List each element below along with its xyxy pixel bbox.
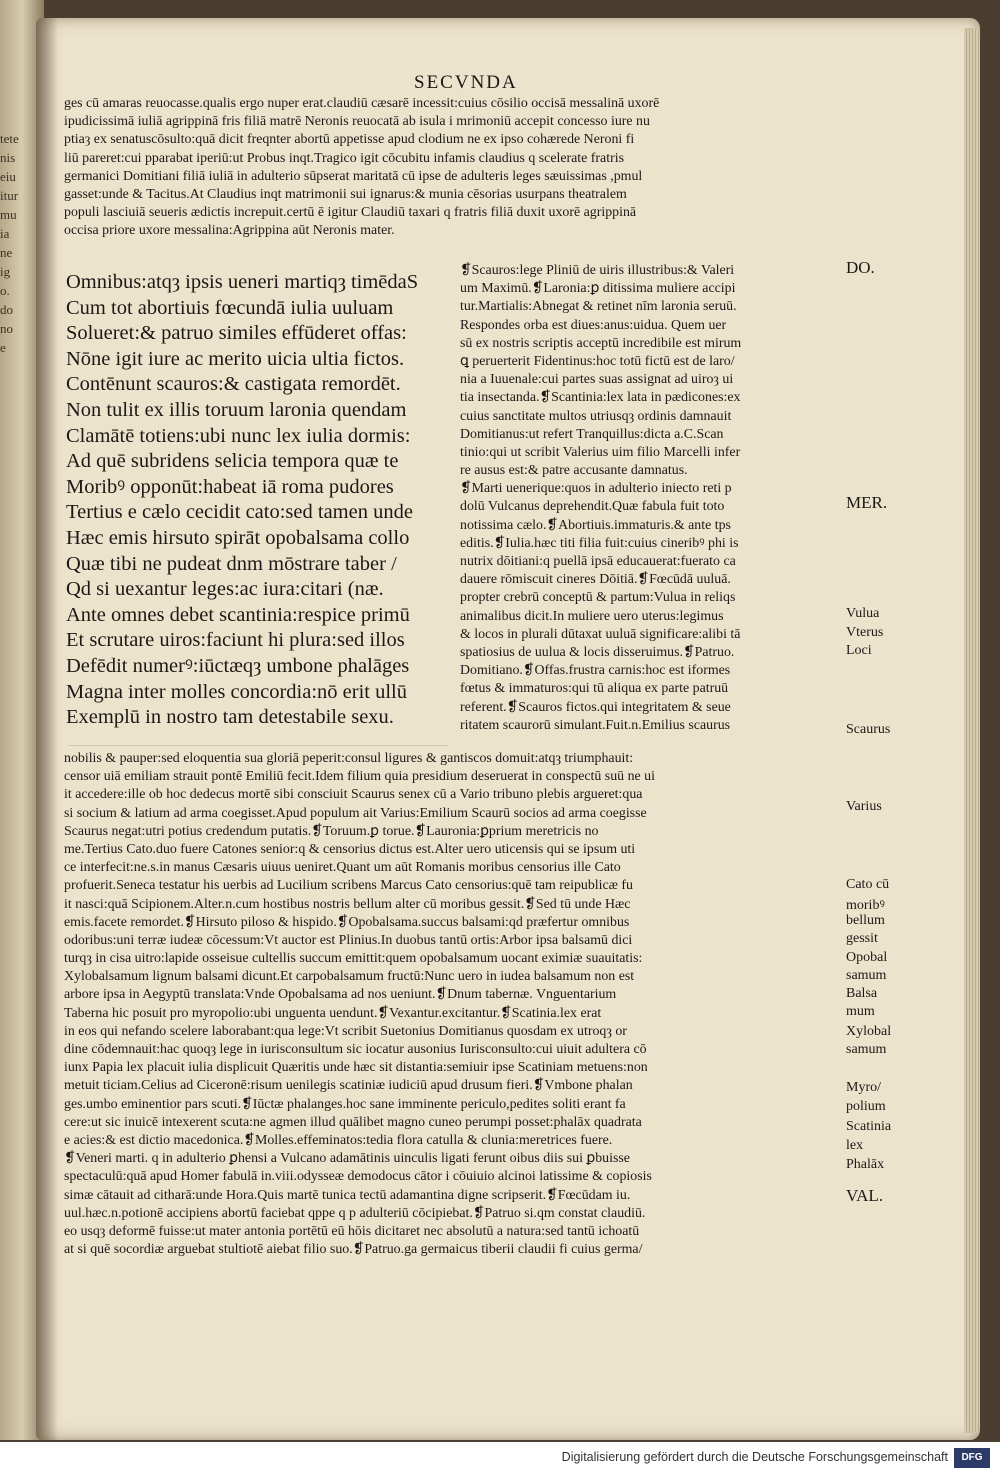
- edge-fragment: eiu: [0, 169, 16, 184]
- edge-fragment: do: [0, 302, 13, 317]
- poem-line: Moribꝰ opponūt:habeat iā roma pudores: [66, 475, 394, 498]
- margin-note: Xylobal: [846, 1024, 892, 1039]
- text-line: e acies:& est dictio macedonica.❡Molles.effeminatos:tedia flora catulla & clunia:meretrices fuere.: [64, 1132, 613, 1148]
- text-line: um Maximū.❡Laronia:ꝑ ditissima muliere accipi: [460, 281, 736, 297]
- edge-fragment: tete: [0, 131, 19, 146]
- text-line: nia a Iuuenale:cui partes suas assignat ad uiroȝ ui: [460, 372, 734, 388]
- text-line: spectaculū:quā apud Homer fabulā in.viii.odysseæ demodocus cātor i cōuiuio alcinoi latissime & copiosis: [64, 1169, 652, 1185]
- text-line: profuerit.Seneca testatur his uerbis ad Lucilium scribens Marcus Cato censorius:quē tam reipublicæ fu: [64, 878, 633, 894]
- margin-note: Scatinia: [846, 1119, 892, 1134]
- text-line: me.Tertius Cato.duo fuere Catones senior:q & censorius dictus est.Alter uero uticensis qui se ipsum uti: [64, 841, 636, 857]
- margin-note: moribꝰ: [846, 898, 885, 913]
- text-line: propter crebrū conceptū & partum:Vulua in reliqs: [460, 590, 736, 606]
- text-line: editis.❡Iulia.hæc titi filia fuit:cuius cineribꝰ phi is: [460, 535, 739, 551]
- text-line: dine cōdemnauit:hac quoqȝ lege in iurisconsultum sic iocatur ausonius Iurisconsulto:cui uiuit adultera cō: [64, 1042, 647, 1057]
- edge-fragment: ia: [0, 226, 10, 241]
- text-line: re ausus est:& patre accusante damnatus.: [460, 463, 688, 479]
- margin-note: Loci: [846, 643, 872, 658]
- text-line: spatiosius de uulua & locis disseruimus.❡Patruo.: [460, 644, 735, 660]
- text-line: occisa priore uxore messalina:Agrippina aūt Neronis mater.: [64, 223, 395, 239]
- text-line: fœtus & immaturos:qui tū aliqua ex parte patruū: [460, 681, 729, 697]
- text-line: populi lasciuiā seueris ædictis increpuit.certū ē igitur Claudiū taxari q fratris filiā duxit uxorē agrippinā: [64, 205, 637, 221]
- digitization-footer: [0, 1442, 1000, 1476]
- text-line: odoribus:uni terræ iudeæ cōcessum:Vt auctor est Plinius.In duobus tantū ortis:Arbor ipsa balsamū dici: [64, 932, 633, 948]
- margin-note: Phalāx: [846, 1157, 885, 1172]
- text-line: cuius sanctitate multos utriusqȝ ordinis damnauit: [460, 408, 732, 424]
- poem-line: Defēdit numerꝰ:iūctæqȝ umbone phalāges: [66, 654, 410, 677]
- margin-note: lex: [846, 1138, 864, 1153]
- commentary-top-block: [64, 95, 659, 241]
- margin-note: Cato cū: [846, 877, 890, 892]
- text-line: arbore ipsa in Aegyptū translata:Vnde Opobalsama ad nos ueniunt.❡Dnum tabernæ. Vnguentarium: [64, 987, 617, 1003]
- poem-line: Hæc emis hirsuto spirāt opobalsama collo: [66, 526, 410, 549]
- poem-line: Solueret:& patruo similes effūderet offas:: [66, 322, 407, 345]
- text-line: ges.umbo eminentior pars scuti.❡Iūctæ phalanges.hoc sane imminente periculo,pedites soliti erant fa: [64, 1096, 626, 1112]
- text-line: germanici Domitiani filiā iuliā in adulterio sūpserat maritatā cū ipse de adulteris leges sæuissimas ,pmul: [64, 168, 643, 184]
- text-line: sū ex nostris scriptis acceptū incredibile est mirum: [460, 335, 742, 351]
- text-line: ipudicissimā iuliā agrippinā fris filiā matrē Neronis reuocatā ab isula i mrimoniū accepit concesso iure nu: [64, 114, 650, 130]
- text-line: tinio:qui ut scribit Valerius uim filio Marcelli infer: [460, 444, 741, 460]
- page-gutter-shadow: [36, 18, 58, 1440]
- poem-line: Ante omnes debet scantinia:respice primū: [66, 603, 410, 626]
- margin-note: Scaurus: [846, 722, 891, 737]
- text-line: referent.❡Scauros fictos.qui integritatem & seue: [460, 699, 731, 715]
- poem-line: Contēnunt scauros:& castigata remordēt.: [66, 373, 401, 396]
- text-line: cere:ut sic inuicē intexerent scuta:ne agmen illud quālibet magno cuneo perumpi posset:phalāx quadrata: [64, 1114, 642, 1130]
- edge-fragment: itur: [0, 188, 19, 203]
- text-line: nutrix dōitiani:q puellā ipsā educauerat:fuerato ca: [460, 554, 736, 569]
- poem-line: Omnibus:atqȝ ipsis ueneri martiqȝ timēdaS: [66, 271, 419, 293]
- text-line: it nasci:quā Scipionem.Alter.n.cum hostibus nostris bellum alter cū moribus gessit.❡Sed tū unde Hæc: [64, 896, 631, 912]
- margin-note: gessit: [846, 931, 878, 946]
- edge-fragment: mu: [0, 207, 17, 222]
- margin-note: MER.: [846, 493, 888, 512]
- poem-line: Quæ tibi ne pudeat dnm mōstrare taber /: [66, 552, 397, 575]
- text-line: simæ cātauit ad citharā:unde Hora.Quis martē tunica tectū adamantina digne scripserit.❡Fœcūdam iu.: [64, 1187, 631, 1203]
- text-line: ritatem scaurorū simulant.Fuit.n.Emilius scaurus: [460, 717, 731, 733]
- margin-note: Vulua: [846, 606, 880, 621]
- text-line: ❡Scauros:lege Pliniū de uiris illustribus:& Valeri: [460, 263, 735, 278]
- text-line: liū pareret:cui pparabat iperiū:ut Probus inqt.Tragico igit cōcubitu infamis claudius q scelerate fratris: [64, 150, 624, 166]
- poem-line: Nōne igit iure ac merito uicia ultia fictos.: [66, 347, 405, 370]
- text-line: metuit ticiam.Celius ad Ciceronē:risum uenilegis scatiniæ iudiciū apud drusum fieri.❡Vmbone phalan: [64, 1078, 633, 1094]
- text-line: ❡Marti uenerique:quos in adulterio iniecto reti p: [460, 481, 732, 497]
- text-line: turqȝ in cisa uitro:lapide osseisue cultellis succum emittit:quem opobalsamum uocant eximiæ suauitatis:: [64, 951, 643, 967]
- text-line: si socium & latium ad arma coegisset.Apud populum ait Varius:Emilium Scaurū socios ad arma coegisse: [64, 805, 647, 821]
- dfg-logo: DFG: [954, 1448, 990, 1468]
- text-line: Domitiano.❡Offas.frustra carnis:hoc est iformes: [460, 663, 731, 679]
- text-line: in eos qui nefando scelere laborabant:qua lege:Vt scribit Suetonius Domitianus quosdam ex utroqȝ or: [64, 1023, 627, 1039]
- text-line: censor uiā emiliam strauit pontē Emiliū fecit.Idem filium quia presidium deseruerat in conspectū suū ne ui: [64, 769, 655, 785]
- text-line: gasset:unde & Tacitus.At Claudius inqt matrimonii sui ignarus:& munia cēsorias usurpans theatralem: [64, 186, 627, 202]
- poem-line: Exemplū in nostro tam detestabile sexu.: [66, 706, 394, 729]
- text-line: ges cū amaras reuocasse.qualis ergo nuper erat.claudiū cæsarē incessit:cuius cōsilio occisā messalinā uxorē: [64, 96, 660, 111]
- text-line: Scaurus negat:utri potius credendum putatis.❡Toruum.ꝑ torue.❡Lauronia:ꝑprium meretricis no: [64, 823, 599, 839]
- text-line: Domitianus:ut refert Tranquillus:dicta a.C.Scan: [460, 426, 724, 442]
- text-line: ❡Veneri marti. q in adulterio ꝑhensi a Vulcano adamātinis uinculis ligati ferunt oibus diis sui ꝑbuisse: [64, 1151, 630, 1167]
- divider: [68, 745, 448, 746]
- edge-fragment: e: [0, 340, 6, 355]
- text-line: notissima cælo.❡Abortiuis.immaturis.& ante tps: [460, 517, 731, 533]
- margin-note: VAL.: [846, 1186, 883, 1205]
- running-header: SECVNDA: [414, 72, 518, 93]
- poem-line: Magna inter molles concordia:nō erit ullū: [66, 680, 408, 703]
- text-line: it accedere:ille ob hoc dedecus mortē sibi consciuit Scaurus senex cū a Vario tribuno plebis argueret:qua: [64, 787, 643, 803]
- margin-note: Vterus: [846, 625, 884, 640]
- text-line: uul.hæc.n.potionē accipiens abortū faciebat qppe q p adulteriū cōcipiebat.❡Patruo si.qm constat claudiū.: [64, 1205, 646, 1221]
- text-line: ꝗ peruerterit Fidentinus:hoc totū fictū est de laro/: [460, 353, 735, 369]
- margin-note: polium: [846, 1099, 886, 1114]
- poem-line: Cum tot abortiuis fœcundā iulia uuluam: [66, 296, 394, 319]
- text-line: tia insectanda.❡Scantinia:lex lata in pædicones:ex: [460, 390, 741, 406]
- edge-fragment: no: [0, 321, 13, 336]
- footer-credit: Digitalisierung gefördert durch die Deutsche Forschungsgemeinschaft: [561, 1450, 948, 1464]
- text-line: Xylobalsamum lignum balsami dicunt.Et carpobalsamum fructū:Nunc uero in iudea balsamum non est: [64, 969, 635, 985]
- margin-note: Varius: [846, 799, 882, 814]
- text-line: Taberna hic posuit pro myropolio:ubi unguenta uendunt.❡Vexantur.excitantur.❡Scatinia.lex erat: [64, 1005, 602, 1021]
- poem-line: Non tulit ex illis toruum laronia quendam: [66, 398, 407, 421]
- poem-line: Ad quē subridens selicia tempora quæ te: [66, 450, 399, 473]
- text-line: nobilis & pauper:sed eloquentia sua gloriā peperit:consul ligures & gantiscos domuit:atqȝ triumphauit:: [64, 751, 634, 766]
- text-line: dolū Vulcanus deprehendit.Quæ fabula fuit toto: [460, 499, 725, 515]
- text-line: tur.Martialis:Abnegat & retinet nīm laronia seruū.: [460, 299, 737, 315]
- page-fore-edge: [964, 28, 980, 1433]
- margin-note: samum: [846, 1042, 887, 1057]
- text-line: iunx Papia lex placuit iulia displicuit Quæritis unde hæc sit distantia:semiuir ipse Scatiniam metuens:non: [64, 1060, 648, 1076]
- edge-fragment: ne: [0, 245, 13, 260]
- edge-fragment: o.: [0, 283, 10, 298]
- text-line: animalibus dicit.In muliere uero uterus:legimus: [460, 608, 724, 624]
- margin-note: Balsa: [846, 986, 878, 1001]
- commentary-bottom-block: [64, 750, 655, 1259]
- commentary-right-column: [460, 262, 741, 735]
- text-line: Respondes orba est diues:anus:uidua. Quem uer: [460, 317, 727, 333]
- margin-note: Opobal: [846, 950, 888, 965]
- text-line: emis.facete remordet.❡Hirsuto piloso & hispido.❡Opobalsama.succus balsami:qd præfertur omnibus: [64, 914, 630, 930]
- poem-line: Et scrutare uiros:faciunt hi plura:sed illos: [66, 629, 405, 652]
- margin-note: mum: [846, 1004, 875, 1019]
- text-line: eo usqȝ deformē fuisse:ut mater antonia portētū eū hōis dicitaret nec absolutū a natura:sed tantū ichoatū: [64, 1223, 640, 1239]
- margin-note: samum: [846, 968, 887, 983]
- poem-text: [66, 270, 418, 731]
- margin-note: DO.: [846, 258, 875, 277]
- text-line: ce interfecit:ne.s.in manus Cæsaris uiuus ueniret.Quant um aūt Romanis moribus censorius ille Cato: [64, 860, 621, 876]
- text-line: dauere rōmiscuit cineres Dōitiā.❡Fœcūdā uuluā.: [460, 572, 731, 588]
- margin-note: Myro/: [846, 1080, 881, 1095]
- poem-line: Tertius e cælo cecidit cato:sed tamen unde: [66, 501, 413, 524]
- poem-line: Qd si uexantur leges:ac iura:citari (næ.: [66, 578, 384, 601]
- poem-line: Clamātē totiens:ubi nunc lex iulia dormis:: [66, 424, 411, 447]
- text-line: & locos in plurali dūtaxat uuluā significare:alibi tā: [460, 626, 741, 642]
- text-line: at si quē socordiæ arguebat stultiotē aiebat filio suo.❡Patruo.ga germaicus tiberii claudii fi cuius germa/: [64, 1242, 643, 1258]
- margin-note: bellum: [846, 913, 885, 928]
- edge-fragment: nis: [0, 150, 16, 165]
- edge-fragment: ig: [0, 264, 11, 279]
- text-line: ptiaȝ ex senatuscōsulto:quā dicit freqnter abortū appetisse apud clodium ne ex ipso cohærede Neroni fi: [64, 132, 635, 148]
